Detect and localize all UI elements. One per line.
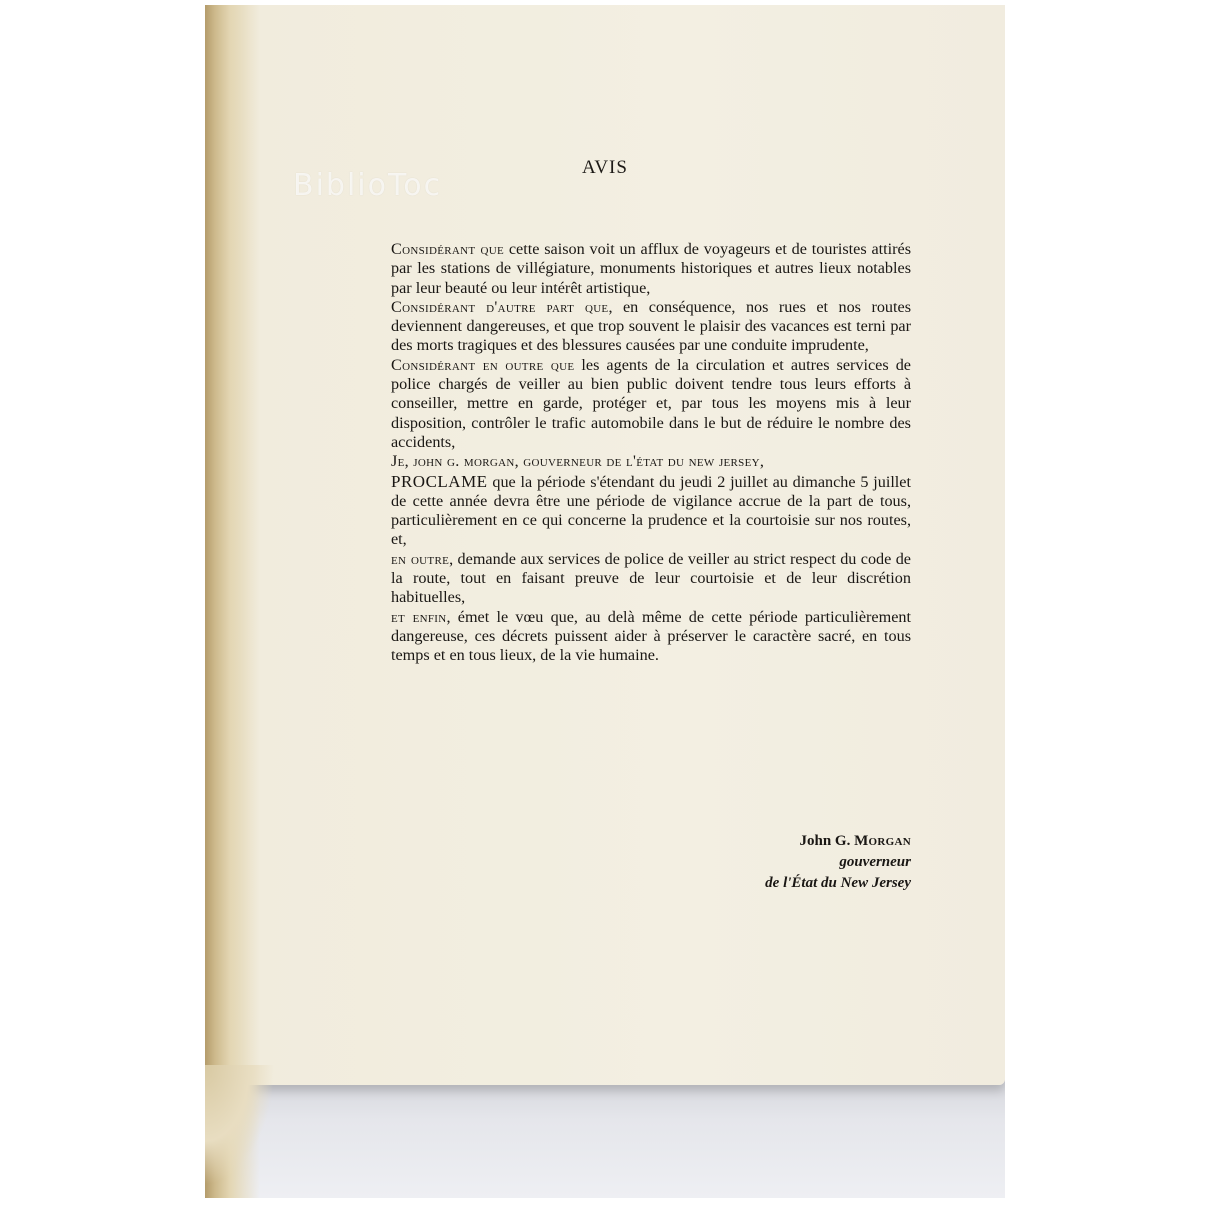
paragraph-et-enfin (391, 608, 911, 666)
paragraph-governor (391, 452, 911, 471)
page-title: AVIS (582, 157, 628, 178)
signature-name (685, 831, 911, 852)
signature-title: gouverneur (839, 854, 911, 870)
paragraph-body: les agents de la circulation et autres services de police chargés de veiller au bien public doivent tendre tous leurs efforts à conseiller, mettre en garde, protéger et, par tous les moyens mis à leur disposition, contrôler le trafic automobile dans le but de réduire le nombre des accidents, (391, 355, 911, 451)
paragraph-body: cette saison voit un afflux de voyageurs et de touristes attirés par les stations de villégiature, monuments historiques et autres lieux notables par leur beauté ou leur intérêt artistique, (391, 240, 912, 297)
book-photo (205, 5, 1005, 1198)
desk-surface (205, 1068, 1005, 1198)
watermark: BiblioToc (293, 168, 443, 203)
paragraph-considerant-1 (391, 240, 911, 298)
paragraph-lead: Considérant que (391, 240, 505, 258)
signature-block (685, 831, 911, 894)
paragraph-body: , demande aux services de police de veiller au strict respect du code de la route, tout en faisant preuve de leur courtoisie et de leur discrétion habituelles, (391, 549, 911, 607)
paragraph-lead: Considérant d'autre part que (391, 297, 609, 316)
paragraph-body: que la période s'étendant du jeudi 2 juillet au dimanche 5 juillet de cette année devra être une période de vigilance accrue de la part de tous, particulièrement en ce qui concerne la prudence et la courtoisie sur nos routes, et, (391, 472, 911, 549)
paragraph-lead: en outre (391, 549, 450, 568)
paragraph-proclame (391, 472, 911, 550)
paragraph-considerant-3 (391, 356, 911, 452)
paragraph-en-outre (391, 550, 911, 608)
paragraph-lead: et enfin (391, 607, 447, 626)
paragraph-body: , en conséquence, nos rues et nos routes deviennent dangereuses, et que trop souvent le plaisir des vacances est terni par des morts tragiques et des blessures causées par une conduite imprudente, (391, 297, 911, 355)
signature-state: de l'État du New Jersey (765, 875, 911, 891)
signature-last-name: Morgan (854, 833, 911, 849)
page-curl (205, 1065, 275, 1185)
signature-first-name: John G. (799, 833, 855, 849)
proclamation-text (391, 240, 911, 666)
book-page (205, 5, 1005, 1085)
paragraph-lead: Je, john g. morgan, gouverneur de l'état du new jersey, (391, 452, 765, 471)
paragraph-lead: PROCLAME (391, 471, 488, 491)
page-gutter-shadow (205, 5, 260, 1198)
paragraph-considerant-2 (391, 298, 911, 356)
paragraph-body: , émet le vœu que, au delà même de cette période particulièrement dangereuse, ces décrets puissent aider à préserver le caractère sacré, en tous temps et en tous lieux, de la vie humaine. (391, 607, 911, 665)
paragraph-lead: Considérant en outre que (391, 355, 575, 374)
